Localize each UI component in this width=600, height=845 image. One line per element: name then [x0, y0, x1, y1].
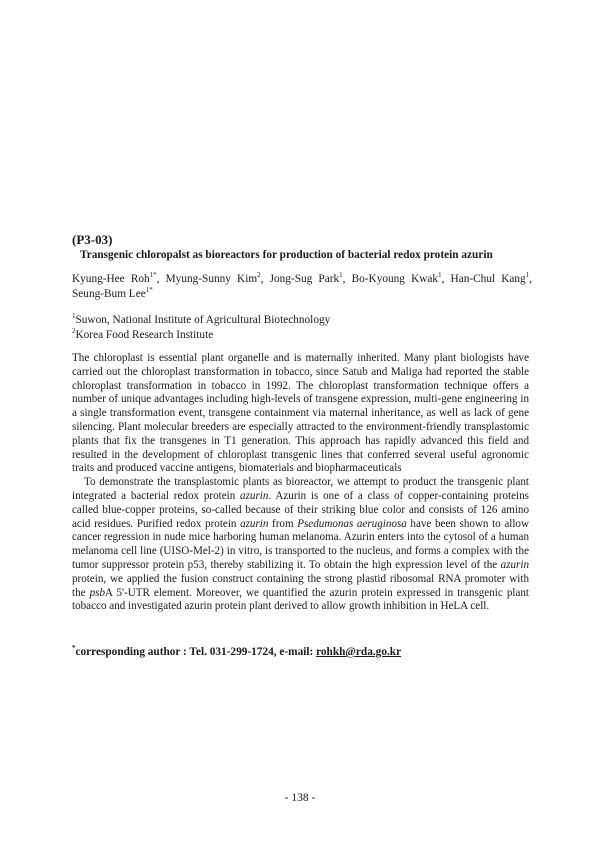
- author-list: [72, 272, 532, 302]
- abstract-code: (P3-03): [72, 232, 113, 247]
- abstract-title: Transgenic chloropalst as bioreactors for production of bacterial redox protein azurin: [80, 249, 493, 261]
- affiliation: $^1$Suwon, National Institute of Agricultural Biotechnology: [72, 312, 331, 326]
- body-paragraph: To demonstrate the transplastomic plants as bioreactor, we attempt to product the transgenic plant integrated a bacterial redox protein azurin. Azurin is one of a class of copper-containing proteins called blue-copper proteins, so-called because of their striking blue color and consists of 126 amino acid residues. Purified redox protein azurin from Psedumonas aeruginosa have been shown to allow cancer regression in nude mice harboring human melanoma. Azurin enters into the cytosol of a human melanoma cell line (UISO-Mel-2) in vitro, is transported to the nucleus, and forms a complex with the tumor suppressor protein p53, thereby stabilizing it. To obtain the high expression level of the azurin protein, we applied the fusion construct containing the strong plastid ribosomal RNA promoter with the psbA 5'-UTR element. Moreover, we quantified the azurin protein expressed in transgenic plant tobacco and investigated azurin protein plant derived to allow growth inhibition in HeLA cell.: [72, 476, 529, 613]
- body-paragraph: The chloroplast is essential plant organelle and is maternally inherited. Many plant biologists have carried out the chloroplast transformation in tobacco, since Satub and Maliga had reported the stable chloroplast transformation in tobacco in 1992. The chloroplast transformation technique offers a number of unique advantages including high-levels of transgene expression, multi-gene engineering in a single transformation event, transgene containment via maternal inheritance, as well as lack of gene silencing. Plant molecular breeders are especially attracted to the environment-friendly transplastomic plants that fix the transgenes in T1 generation. This approach has rapidly advanced this field and resulted in the development of chloroplast transgenic lines that conferred several useful agronomic traits and produced vaccine antigens, biomaterials and biopharmaceuticals: [72, 352, 529, 475]
- author: Seung-Bum Lee$^{1*}$: [72, 286, 153, 300]
- email-link[interactable]: rohkh@rda.go.kr: [316, 646, 402, 658]
- corresponding-author: *corresponding author : Tel. 031-299-1724, e-mail: rohkh@rda.go.kr: [72, 644, 402, 658]
- abstract-body: [72, 352, 529, 614]
- author: Jong-Sug Park$^1$,: [269, 271, 352, 285]
- author: Myung-Sunny Kim$^2$,: [165, 271, 270, 285]
- affiliation: $^2$Korea Food Research Institute: [72, 327, 214, 341]
- author: Han-Chul Kang$^1$,: [450, 271, 533, 285]
- affiliation-list: [72, 313, 532, 343]
- page-number: - 138 -: [284, 792, 316, 804]
- author: Bo-Kyoung Kwak$^1$,: [351, 271, 451, 285]
- author: Kyung-Hee Roh$^{1*}$,: [72, 271, 166, 285]
